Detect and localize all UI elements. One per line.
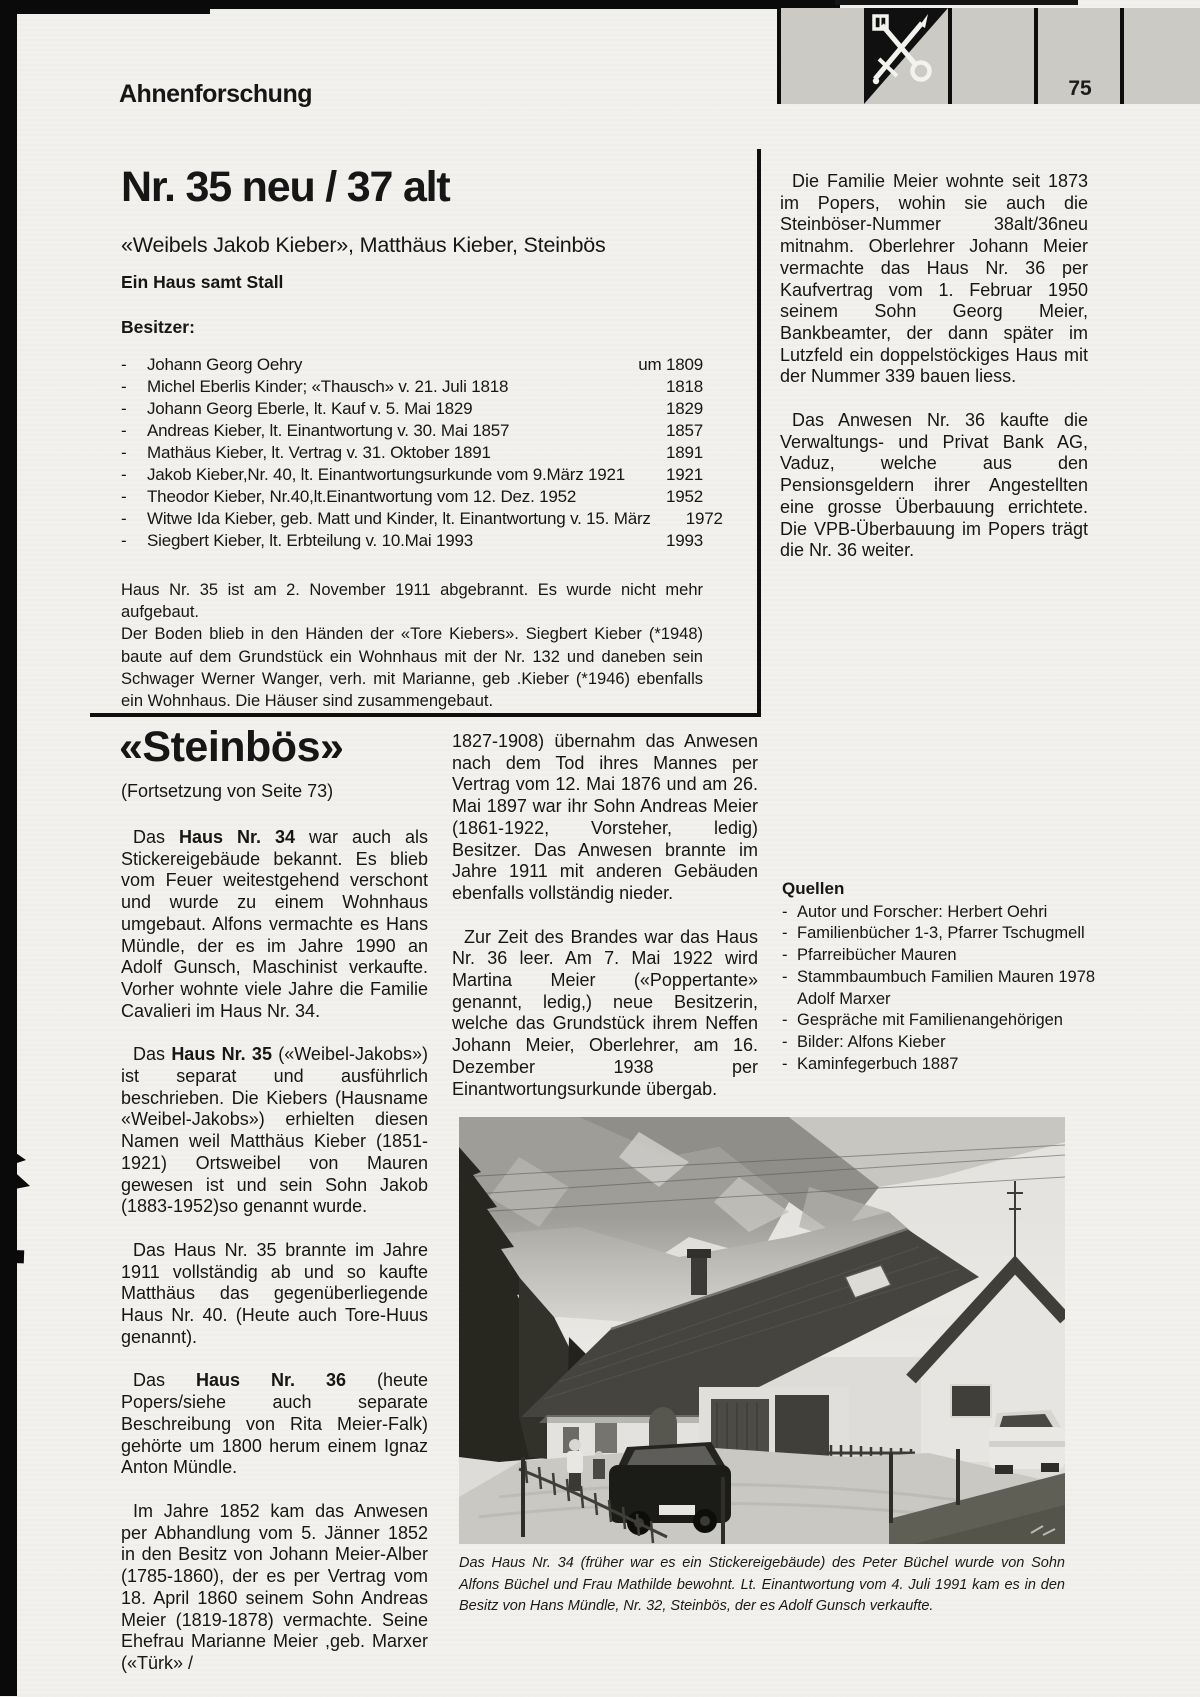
page-number: 75 bbox=[1068, 77, 1092, 100]
page-section-label: Ahnenforschung bbox=[119, 80, 312, 108]
steinboes-column-1 bbox=[121, 827, 428, 1697]
article-subtitle: «Weibels Jakob Kieber», Matthäus Kieber, Steinbös bbox=[121, 233, 606, 257]
article-box-rule-vertical bbox=[757, 149, 761, 717]
owner-name: Jakob Kieber,Nr. 40, lt. Einantwortungsurkunde vom 9.März 1921 bbox=[147, 465, 626, 484]
source-item bbox=[782, 1032, 1096, 1054]
source-item bbox=[782, 1010, 1096, 1032]
owner-year: 1818 bbox=[665, 377, 703, 396]
article-box-rule-horizontal bbox=[90, 713, 761, 717]
owner-name: Siegbert Kieber, lt. Erbteilung v. 10.Mai 1993 bbox=[147, 531, 473, 550]
owner-name: Andreas Kieber, lt. Einantwortung v. 30. Mai 1857 bbox=[147, 421, 510, 440]
source-text: Autor und Forscher: Herbert Oehri bbox=[797, 902, 1048, 921]
banner-divider bbox=[777, 8, 781, 104]
owner-year: 1972 bbox=[685, 509, 723, 528]
owner-name: Michel Eberlis Kinder; «Thausch» v. 21. Juli 1818 bbox=[147, 377, 509, 396]
body-paragraph: Die Familie Meier wohnte seit 1873 im Popers, wohin sie auch die Steinböser-Nummer 38alt/36neu mitnahm. Oberlehrer Johann Meier vermachte das Haus Nr. 36 per Kaufvertrag vom 1. Februar 1950 seinem Sohn Georg Meier, Bankbeamter, der dann später im Lutzfeld ein doppelstöckiges Haus mit der Nummer 339 bauen liess. bbox=[780, 171, 1088, 387]
list-dash: - bbox=[782, 946, 788, 965]
owner-year: 1829 bbox=[665, 399, 703, 418]
owner-year: 1993 bbox=[665, 531, 703, 550]
source-text: Gespräche mit Familienangehörigen bbox=[797, 1011, 1063, 1030]
source-item bbox=[782, 967, 1096, 1010]
list-dash: - bbox=[782, 967, 788, 986]
list-dash: - bbox=[121, 487, 127, 506]
article-title: Nr. 35 neu / 37 alt bbox=[121, 163, 450, 211]
list-dash: - bbox=[782, 924, 788, 943]
source-text: Pfarreibücher Mauren bbox=[797, 946, 957, 965]
scan-edge-top-3 bbox=[835, 0, 1078, 5]
owner-name: Witwe Ida Kieber, geb. Matt und Kinder, lt. Einantwortung v. 15. März bbox=[147, 509, 651, 528]
source-item bbox=[782, 902, 1096, 924]
banner-divider bbox=[1034, 8, 1038, 104]
owner-year: 1857 bbox=[665, 421, 703, 440]
list-dash: - bbox=[121, 421, 127, 440]
list-dash: - bbox=[121, 531, 127, 550]
source-item bbox=[782, 923, 1096, 945]
owner-year: um 1809 bbox=[638, 355, 703, 374]
source-text: Familienbücher 1-3, Pfarrer Tschugmell bbox=[797, 924, 1085, 943]
owner-name: Johann Georg Oehry bbox=[147, 355, 303, 374]
owners-list bbox=[121, 354, 723, 552]
owner-row bbox=[121, 464, 703, 486]
owner-row bbox=[121, 420, 703, 442]
margin-mark bbox=[0, 1140, 34, 1192]
scan-edge-left bbox=[0, 0, 17, 1696]
banner-divider bbox=[948, 8, 952, 104]
source-item bbox=[782, 1054, 1096, 1076]
scan-edge-top-2 bbox=[200, 0, 840, 9]
sources-heading: Quellen bbox=[782, 879, 845, 898]
list-dash: - bbox=[121, 509, 127, 528]
crossed-key-and-sword-icon bbox=[864, 8, 948, 104]
house-photo bbox=[459, 1117, 1065, 1544]
owner-row bbox=[121, 354, 703, 376]
meier-column bbox=[780, 171, 1088, 584]
list-dash: - bbox=[121, 465, 127, 484]
owner-year: 1891 bbox=[665, 443, 703, 462]
sources-block bbox=[782, 878, 1096, 1075]
scan-edge-top bbox=[0, 0, 210, 14]
list-dash: - bbox=[782, 1011, 788, 1030]
margin-mark-2 bbox=[0, 1250, 24, 1264]
owner-name: Mathäus Kieber, lt. Vertrag v. 31. Oktober 1891 bbox=[147, 443, 491, 462]
owner-row bbox=[121, 442, 703, 464]
list-dash: - bbox=[121, 355, 127, 374]
continuation-note: (Fortsetzung von Seite 73) bbox=[121, 781, 334, 801]
source-text: Stammbaumbuch Familien Mauren 1978 Adolf Marxer bbox=[797, 967, 1096, 1008]
note-paragraph: Der Boden blieb in den Händen der «Tore Kiebers». Siegbert Kieber (*1948) baute auf dem Grundstück ein Wohnhaus mit der Nr. 132 und daneben sein Schwager Werner Wanger, verh. mit Marianne, geb .Kieber (*1946) ebenfalls ein Wohnhaus. Die Häuser sind zusammengebaut. bbox=[121, 625, 703, 711]
list-dash: - bbox=[121, 399, 127, 418]
body-paragraph: Im Jahre 1852 kam das Anwesen per Abhandlung vom 5. Jänner 1852 in den Besitz von Johann Meier-Alber (1785-1860), der es per Vertrag vom 18. April 1860 seinem Sohn Andreas Meier (1819-1878) vermachte. Seine Ehefrau Marianne Meier ,geb. Marxer («Türk» / bbox=[121, 1500, 428, 1673]
house-photo-illustration bbox=[459, 1117, 1065, 1544]
body-paragraph: Das Haus Nr. 36 (heute Popers/siehe auch separate Beschreibung von Rita Meier-Falk) gehörte um 1800 herum einem Ignaz Anton Mündle. bbox=[121, 1370, 428, 1478]
photo-caption: Das Haus Nr. 34 (früher war es ein Stickereigebäude) des Peter Büchel wurde von Sohn Alfons Büchel und Frau Mathilde bewohnt. Lt. Einantwortung vom 4. Juli 1991 kam es in den Besitz von Hans Mündle, Nr. 32, Steinbös, der es Adolf Gunsch verkaufte. bbox=[459, 1555, 1065, 1614]
owner-row bbox=[121, 508, 723, 530]
body-paragraph: Das Haus Nr. 35 («Weibel-Jakobs») ist separat und ausführlich beschrieben. Die Kiebers (Hausname «Weibel-Jakobs») erhielten diesen Namen weil Matthäus Kieber (1851-1921) Ortsweibel von Mauren gewesen ist und sein Sohn Jakob (1883-1952)so genannt wurde. bbox=[121, 1044, 428, 1217]
owners-label: Besitzer: bbox=[121, 317, 195, 337]
owner-year: 1952 bbox=[665, 487, 703, 506]
list-dash: - bbox=[121, 443, 127, 462]
body-paragraph: Zur Zeit des Brandes war das Haus Nr. 36 leer. Am 7. Mai 1922 wird Martina Meier («Poppertante» genannt, ledig,) neue Besitzerin, welche das Grundstück ihrem Neffen Johann Meier, Oberlehrer, am 16. Dezember 1938 per Einantwortungsurkunde übergab. bbox=[452, 926, 758, 1099]
list-dash: - bbox=[121, 377, 127, 396]
body-paragraph: Das Haus Nr. 34 war auch als Stickereigebäude bekannt. Es blieb vom Feuer weitestgehend verschont und wurde zu einem Wohnhaus umgebaut. Alfons vermachte es Hans Mündle, der es im Jahre 1990 an Adolf Gunsch, Maschinist verkaufte. Vorher wohnte viele Jahre die Familie Cavalieri im Haus Nr. 34. bbox=[121, 827, 428, 1021]
owner-row bbox=[121, 530, 703, 552]
list-dash: - bbox=[782, 1032, 788, 1051]
section-heading: «Steinbös» bbox=[119, 723, 344, 771]
list-dash: - bbox=[782, 902, 788, 921]
body-paragraph: Das Anwesen Nr. 36 kaufte die Verwaltungs- und Privat Bank AG, Vaduz, welche aus den Pensionsgeldern ihrer Angestellten eine grosse Überbauung errichtete. Die VPB-Überbauung im Popers trägt die Nr. 36 weiter. bbox=[780, 410, 1088, 561]
body-paragraph: 1827-1908) übernahm das Anwesen nach dem Tod ihres Mannes per Vertrag vom 12. Mai 1876 und am 26. Mai 1897 war ihr Sohn Andreas Meier (1861-1922, Vorsteher, ledig) Besitzer. Das Anwesen brannte im Jahre 1911 mit anderen Gebäuden ebenfalls vollständig nieder. bbox=[452, 731, 758, 903]
article-type-line: Ein Haus samt Stall bbox=[121, 272, 284, 292]
owner-row bbox=[121, 486, 703, 508]
body-paragraph: Das Haus Nr. 35 brannte im Jahre 1911 vollständig ab und so kaufte Matthäus das gegenüberliegende Haus Nr. 40. (Heute auch Tore-Huus genannt). bbox=[121, 1239, 428, 1347]
steinboes-column-2 bbox=[452, 731, 758, 1122]
article-notes bbox=[121, 579, 703, 712]
owner-year: 1921 bbox=[665, 465, 703, 484]
source-item bbox=[782, 945, 1096, 967]
owner-row bbox=[121, 398, 703, 420]
source-text: Bilder: Alfons Kieber bbox=[797, 1032, 946, 1051]
owner-row bbox=[121, 376, 703, 398]
note-paragraph: Haus Nr. 35 ist am 2. November 1911 abgebrannt. Es wurde nicht mehr aufgebaut. bbox=[121, 581, 703, 622]
owner-name: Theodor Kieber, Nr.40,lt.Einantwortung vom 12. Dez. 1952 bbox=[147, 487, 577, 506]
page-header-banner bbox=[777, 8, 1200, 104]
owner-name: Johann Georg Eberle, lt. Kauf v. 5. Mai 1829 bbox=[147, 399, 473, 418]
list-dash: - bbox=[782, 1054, 788, 1073]
source-text: Kaminfegerbuch 1887 bbox=[797, 1054, 959, 1073]
